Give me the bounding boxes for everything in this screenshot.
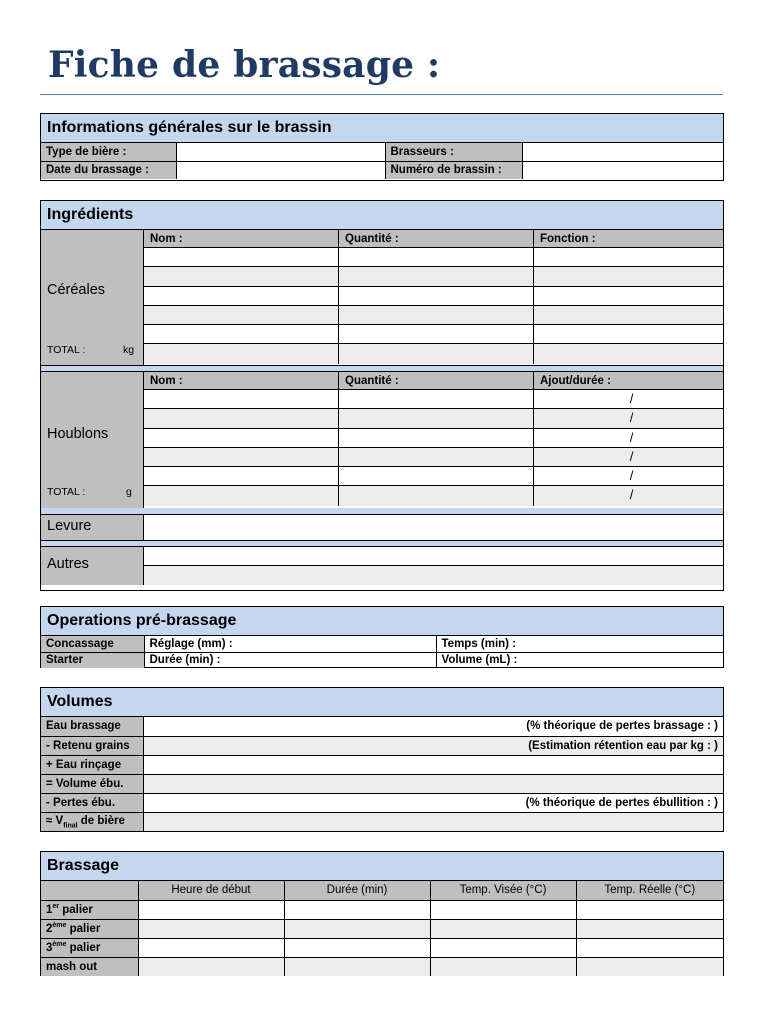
input-cell[interactable] (534, 344, 723, 363)
ajout-cell[interactable]: / (629, 410, 634, 426)
eau-brassage-field[interactable]: (% théorique de pertes brassage : ) (143, 717, 723, 736)
palier-1-sup: er (52, 903, 60, 911)
numero-label: Numéro de brassin : (385, 161, 522, 179)
input-cell[interactable] (339, 486, 534, 505)
input-cell[interactable] (144, 566, 723, 585)
vfinal-label (41, 812, 143, 831)
input-cell[interactable] (339, 429, 534, 447)
input-cell[interactable] (430, 938, 576, 957)
input-cell[interactable] (339, 448, 534, 466)
houblons-grid (144, 372, 723, 508)
operations-table (41, 636, 723, 668)
input-cell[interactable] (144, 429, 339, 447)
input-cell[interactable] (144, 409, 339, 427)
col-quantite: Quantité : (339, 230, 534, 247)
input-cell[interactable] (144, 344, 339, 363)
col-temp-reelle: Temp. Réelle (°C) (576, 881, 723, 900)
cereales-block (41, 230, 723, 365)
input-cell[interactable] (284, 938, 430, 957)
volumes-section (40, 687, 724, 832)
levure-block (41, 515, 723, 540)
input-cell[interactable] (144, 448, 339, 466)
palier-2-label (41, 919, 138, 938)
input-cell[interactable] (339, 306, 534, 324)
palier-3-label (41, 938, 138, 957)
eau-brassage-label: Eau brassage (41, 717, 143, 736)
separator (41, 508, 723, 515)
palier-2-num: 2 (46, 922, 53, 935)
eau-rincage-field[interactable] (143, 755, 723, 774)
input-cell[interactable] (144, 287, 339, 305)
col-nom: Nom : (144, 230, 339, 247)
starter-label: Starter (41, 652, 144, 668)
ajout-cell[interactable]: / (629, 429, 634, 445)
vfinal-prefix: ≈ V (46, 814, 64, 827)
input-cell[interactable] (284, 957, 430, 976)
input-cell[interactable] (284, 919, 430, 938)
palier-2-sup: ème (52, 922, 67, 930)
input-cell[interactable] (144, 547, 723, 565)
ajout-cell[interactable]: / (629, 487, 634, 503)
palier-3-sup: ème (52, 941, 67, 949)
input-cell[interactable] (138, 957, 284, 976)
input-cell[interactable] (339, 248, 534, 266)
input-cell[interactable] (339, 344, 534, 363)
reglage-field[interactable]: Réglage (mm) : (144, 636, 436, 652)
eau-rincage-label: + Eau rinçage (41, 755, 143, 774)
palier-3-text: palier (66, 941, 101, 954)
palier-1-text: palier (59, 903, 93, 916)
levure-label-cell (41, 515, 144, 540)
vfinal-subscript: final (63, 821, 78, 829)
input-cell[interactable] (339, 325, 534, 343)
col-heure-debut: Heure de début (138, 881, 284, 900)
palier-1-num: 1 (46, 903, 53, 916)
general-info-section (40, 113, 724, 181)
vfinal-suffix: de bière (77, 814, 125, 827)
type-biere-field[interactable] (176, 143, 385, 161)
brassage-section (40, 851, 724, 976)
numero-field[interactable] (522, 161, 723, 179)
input-cell[interactable] (144, 325, 339, 343)
palier-1-label (41, 900, 138, 919)
houblons-block (41, 372, 723, 508)
input-cell[interactable] (430, 900, 576, 919)
houblons-label: Houblons (47, 426, 109, 442)
type-biere-label: Type de bière : (41, 143, 176, 161)
general-info-table (41, 143, 723, 179)
cereales-grid (144, 230, 723, 365)
section-header: Brassage (41, 852, 723, 881)
col-quantite: Quantité : (339, 372, 534, 389)
separator (41, 365, 723, 372)
retenu-grains-field[interactable]: (Estimation rétention eau par kg : ) (143, 736, 723, 755)
input-cell[interactable] (144, 390, 339, 408)
col-duree: Durée (min) (284, 881, 430, 900)
input-cell[interactable] (144, 486, 339, 505)
operations-section (40, 606, 724, 668)
section-header: Informations générales sur le brassin (41, 114, 723, 143)
section-header: Operations pré-brassage (41, 607, 723, 636)
autres-label: Autres (47, 556, 89, 572)
ingredients-section (40, 200, 724, 591)
input-cell[interactable] (144, 267, 339, 285)
input-cell[interactable] (576, 919, 723, 938)
ajout-cell[interactable]: / (629, 468, 634, 484)
col-ajout: Ajout/durée : (540, 375, 611, 387)
input-cell[interactable] (339, 409, 534, 427)
page-title: Fiche de brassage : (48, 44, 441, 86)
volume-field[interactable]: Volume (mL) : (436, 652, 723, 668)
input-cell[interactable] (576, 957, 723, 976)
date-field[interactable] (176, 161, 385, 179)
houblons-label-cell (41, 372, 144, 508)
input-cell[interactable] (534, 267, 723, 285)
retenu-grains-label: - Retenu grains (41, 736, 143, 755)
input-cell[interactable] (576, 938, 723, 957)
mash-out-label: mash out (41, 957, 138, 976)
input-cell[interactable] (534, 248, 723, 266)
autres-label-cell (41, 547, 144, 585)
brasseurs-field[interactable] (522, 143, 723, 161)
input-cell[interactable] (144, 306, 339, 324)
input-cell[interactable] (534, 325, 723, 343)
autres-block (41, 547, 723, 585)
cereales-label-cell (41, 230, 144, 365)
input-cell[interactable] (138, 900, 284, 919)
input-cell[interactable] (576, 900, 723, 919)
title-rule (40, 94, 723, 95)
concassage-label: Concassage (41, 636, 144, 652)
input-cell[interactable] (144, 248, 339, 266)
volume-ebu-label: = Volume ébu. (41, 774, 143, 793)
input-cell[interactable] (138, 938, 284, 957)
pertes-ebu-field[interactable]: (% théorique de pertes ébullition : ) (143, 793, 723, 812)
col-nom: Nom : (144, 372, 339, 389)
levure-label: Levure (47, 518, 92, 534)
input-cell[interactable] (284, 900, 430, 919)
corner-cell (41, 881, 138, 900)
ajout-cell[interactable]: / (629, 448, 634, 464)
duree-field[interactable]: Durée (min) : (144, 652, 436, 668)
input-cell[interactable] (339, 267, 534, 285)
volume-ebu-field[interactable] (143, 774, 723, 793)
cereales-label: Céréales (47, 282, 106, 298)
pertes-ebu-label: - Pertes ébu. (41, 793, 143, 812)
ajout-cell[interactable]: / (629, 391, 634, 406)
input-cell[interactable] (534, 287, 723, 305)
brasseurs-label: Brasseurs : (385, 143, 522, 161)
date-label: Date du brassage : (41, 161, 176, 179)
col-temp-visee: Temp. Visée (°C) (430, 881, 576, 900)
input-cell[interactable] (430, 919, 576, 938)
input-cell[interactable] (339, 467, 534, 485)
brassage-table (41, 881, 723, 976)
input-cell[interactable] (144, 467, 339, 485)
cereales-total: TOTAL : (47, 344, 86, 356)
section-header: Ingrédients (41, 201, 723, 230)
separator (41, 540, 723, 547)
input-cell[interactable] (534, 306, 723, 324)
palier-3-num: 3 (46, 941, 53, 954)
col-fonction: Fonction : (540, 233, 596, 245)
houblons-total: TOTAL : (47, 486, 86, 498)
palier-2-text: palier (66, 922, 101, 935)
input-cell[interactable] (339, 287, 534, 305)
section-header: Volumes (41, 688, 723, 717)
autres-grid (144, 547, 723, 585)
cereales-unit: kg (123, 344, 135, 356)
input-cell[interactable] (339, 390, 534, 408)
temps-field[interactable]: Temps (min) : (436, 636, 723, 652)
volumes-table (41, 717, 723, 831)
levure-field[interactable] (144, 515, 723, 540)
input-cell[interactable] (430, 957, 576, 976)
vfinal-field[interactable] (143, 812, 723, 831)
input-cell[interactable] (138, 919, 284, 938)
houblons-unit: g (126, 486, 132, 498)
